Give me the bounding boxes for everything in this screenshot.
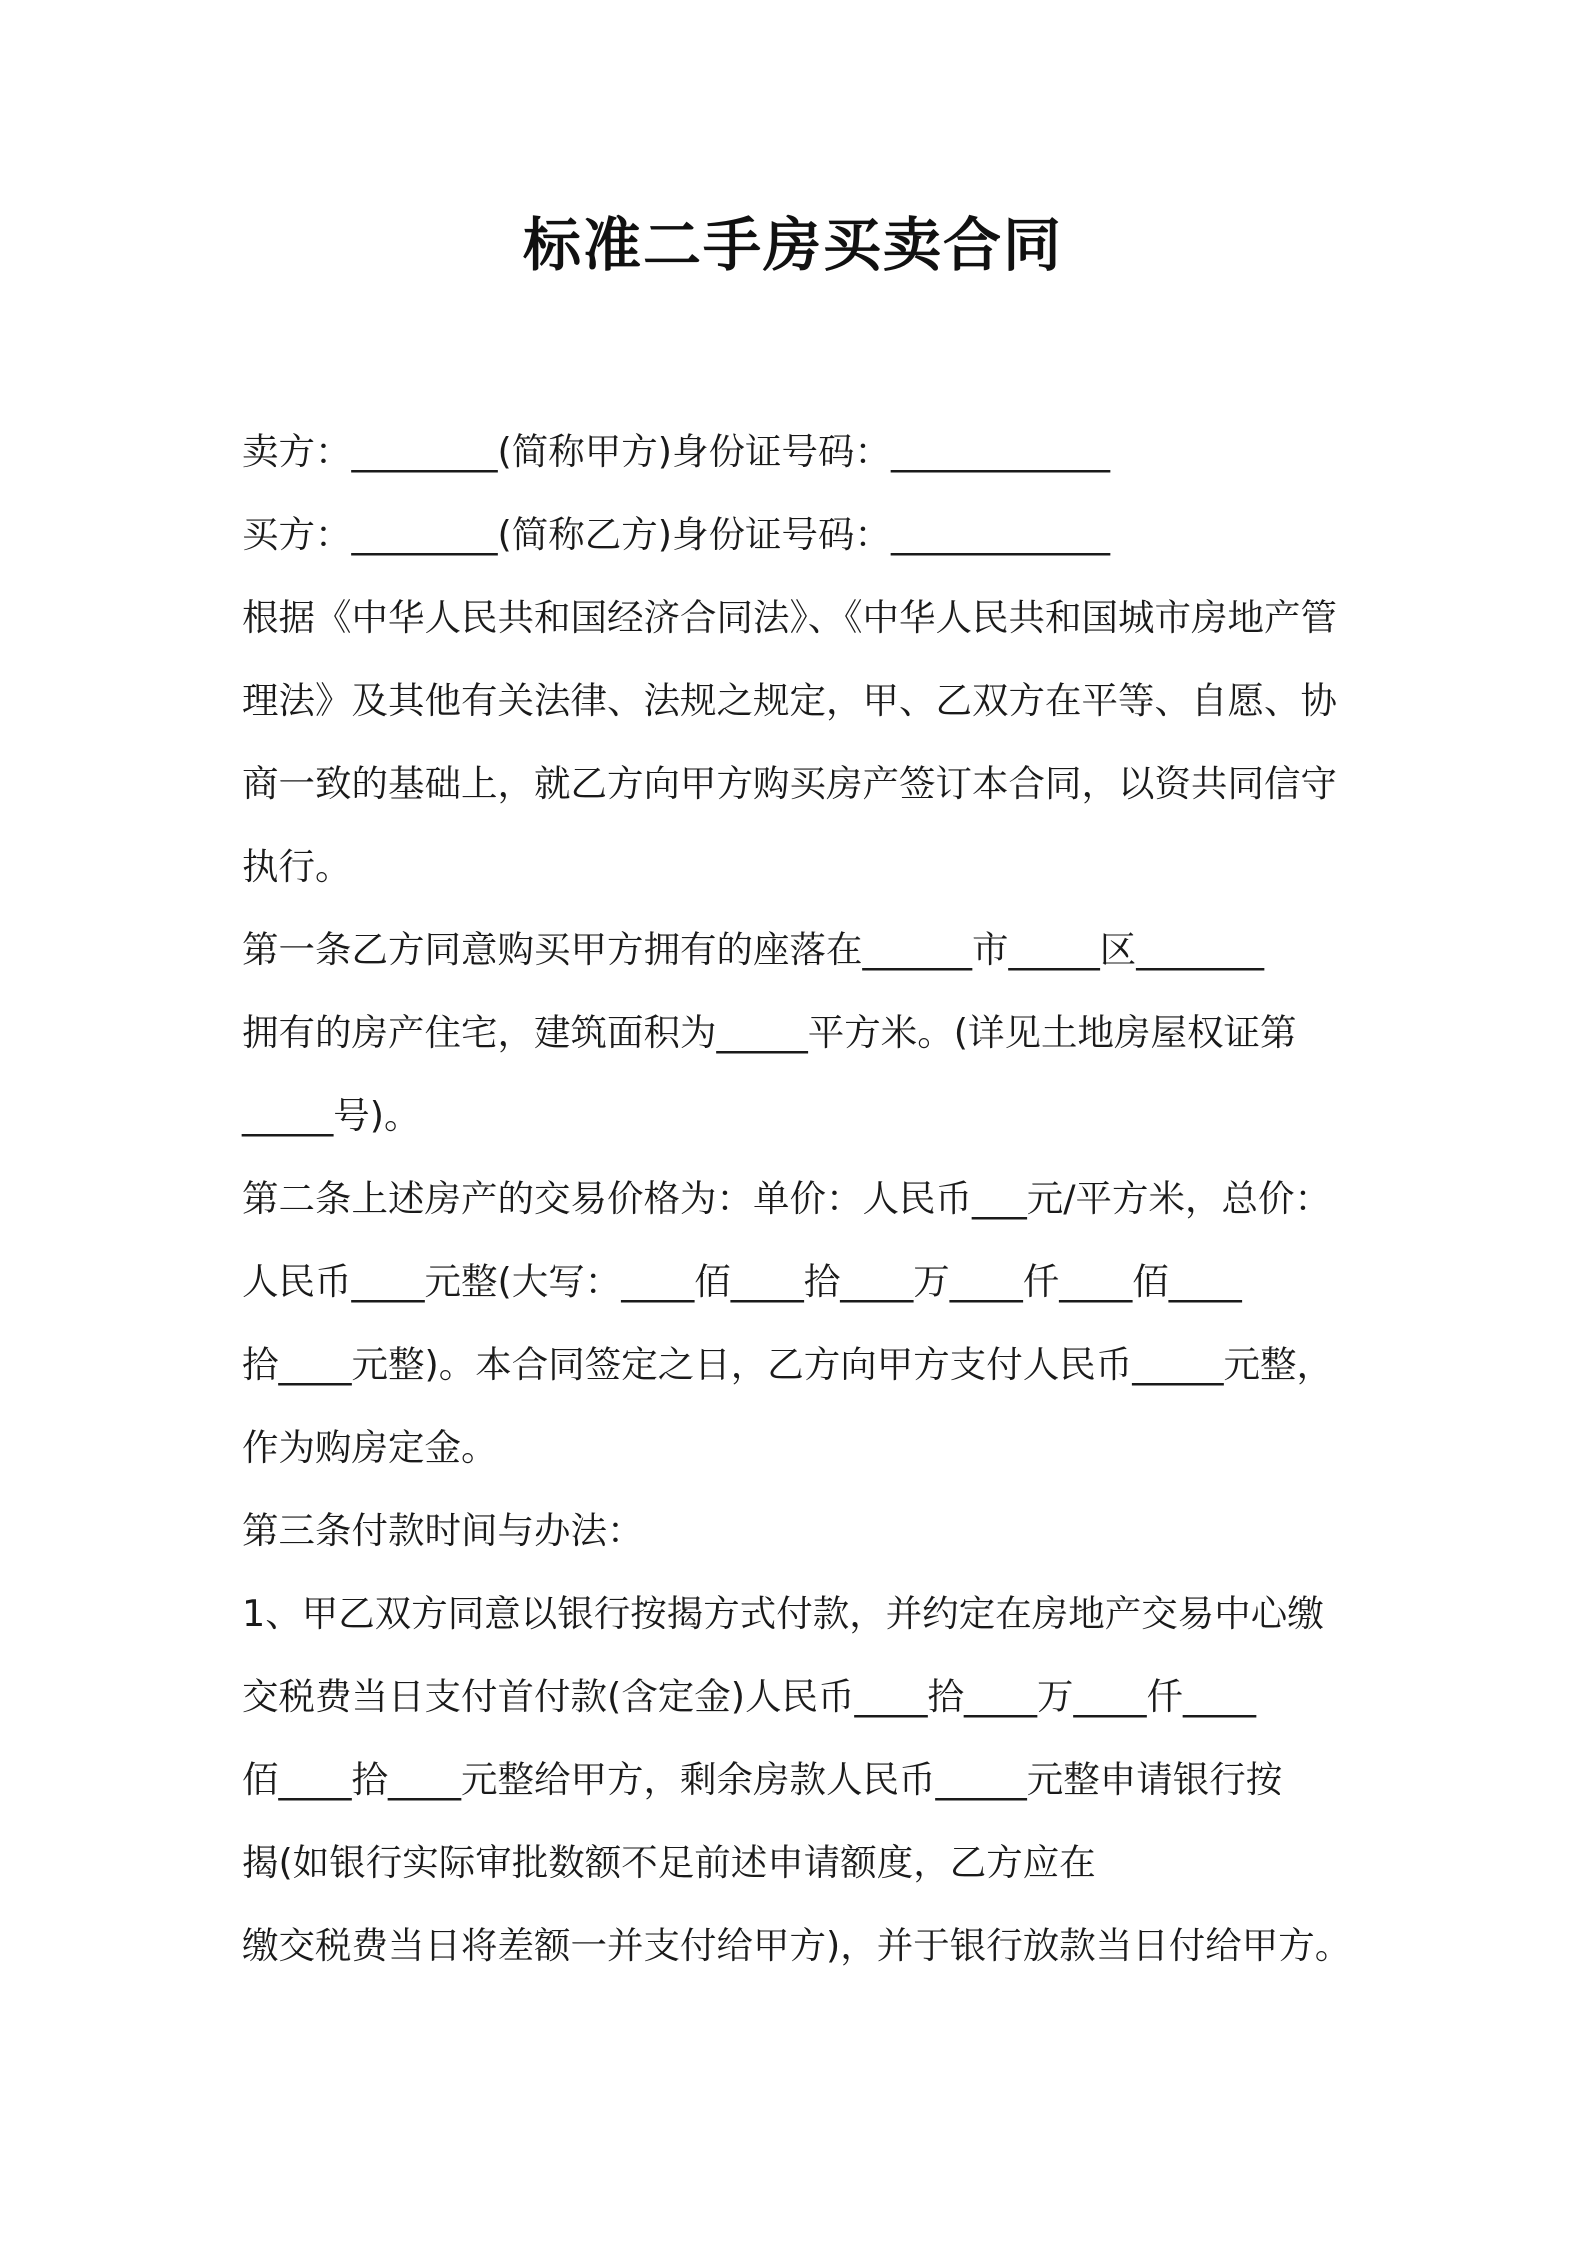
article-2-line: 作为购房定金。 <box>242 1426 498 1469</box>
article-3-heading: 第三条付款时间与办法： <box>242 1509 644 1552</box>
article-2-line: 拾____元整)。本合同签定之日，乙方向甲方支付人民币_____元整， <box>242 1343 1333 1386</box>
preamble-line: 根据《中华人民共和国经济合同法》、《中华人民共和国城市房地产管 <box>242 596 1337 639</box>
document-title: 标准二手房买卖合同 <box>522 211 1063 279</box>
seller-line: 卖方：________(简称甲方)身份证号码：____________ <box>242 430 1110 473</box>
document-body <box>242 410 1362 1987</box>
article-2-line: 第二条上述房产的交易价格为：单价：人民币___元/平方米，总价： <box>242 1177 1332 1220</box>
article-3-clause-1-line: 缴交税费当日将差额一并支付给甲方)，并于银行放款当日付给甲方。 <box>242 1924 1352 1967</box>
article-3-clause-1-line: 1、甲乙双方同意以银行按揭方式付款，并约定在房地产交易中心缴 <box>242 1592 1324 1635</box>
buyer-line: 买方：________(简称乙方)身份证号码：____________ <box>242 513 1110 556</box>
preamble-line: 理法》及其他有关法律、法规之规定，甲、乙双方在平等、自愿、协 <box>242 679 1337 722</box>
article-1-line: _____号)。 <box>242 1094 421 1137</box>
article-2-line: 人民币____元整(大写：____佰____拾____万____仟____佰____ <box>242 1260 1242 1303</box>
preamble-line: 执行。 <box>242 845 352 888</box>
preamble-line: 商一致的基础上，就乙方向甲方购买房产签订本合同，以资共同信守 <box>242 762 1337 805</box>
article-1-line: 第一条乙方同意购买甲方拥有的座落在______市_____区_______ <box>242 928 1264 971</box>
article-3-clause-1-line: 佰____拾____元整给甲方，剩余房款人民币_____元整申请银行按 <box>242 1758 1283 1801</box>
article-3-clause-1-line: 交税费当日支付首付款(含定金)人民币____拾____万____仟____ <box>242 1675 1256 1718</box>
article-3-clause-1-line: 揭(如银行实际审批数额不足前述申请额度，乙方应在 <box>242 1841 1096 1884</box>
article-1-line: 拥有的房产住宅，建筑面积为_____平方米。(详见土地房屋权证第 <box>242 1011 1297 1054</box>
